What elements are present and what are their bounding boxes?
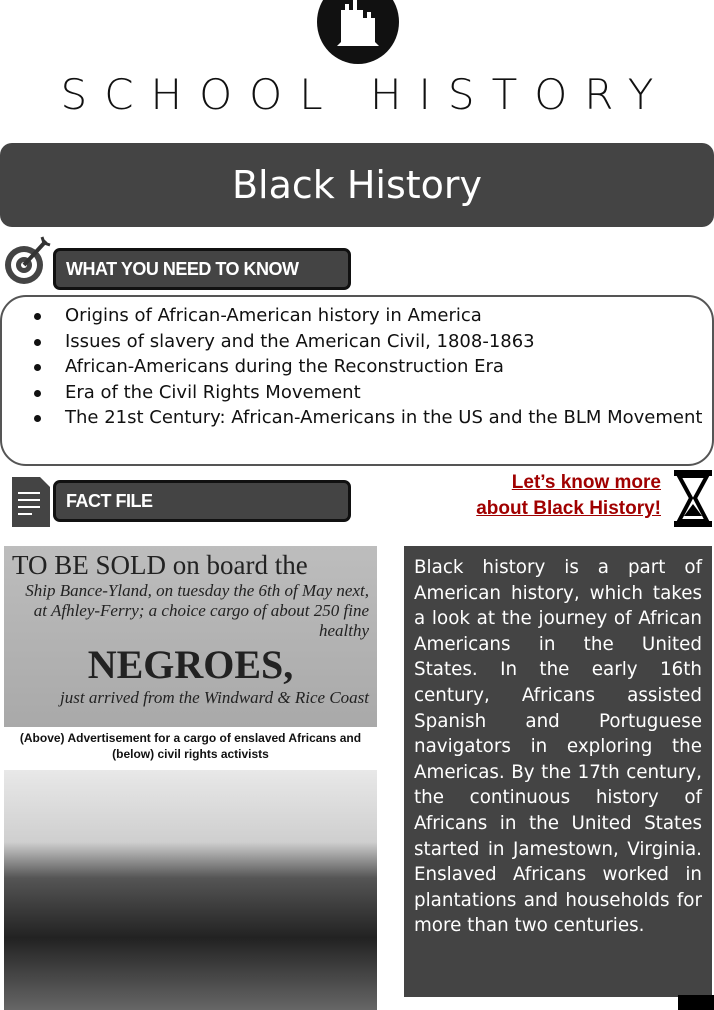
document-icon [12,475,50,533]
target-icon [2,235,52,294]
link-line-1[interactable]: Let’s know more [511,472,661,493]
list-item: Origins of African-American history in America [32,303,712,329]
section-heading-fact-file: FACT FILE [53,480,351,522]
hourglass-icon [672,470,714,532]
image-caption: (Above) Advertisement for a cargo of enslaved Africans and (below) civil rights activists [19,731,362,761]
link-line-2[interactable]: about Black History! [476,498,661,519]
civil-rights-activists-photo [4,770,377,1010]
ad-text: TO BE SOLD on board the [12,550,308,580]
list-item: African-Americans during the Reconstruction Era [32,354,712,380]
list-item: The 21st Century: African-Americans in the US and the BLM Movement [32,405,712,431]
castle-logo-icon [317,0,399,64]
page-title: Black History [0,143,714,227]
list-item: Era of the Civil Rights Movement [32,380,712,406]
section-heading-what-you-need-to-know: WHAT YOU NEED TO KNOW [53,248,351,290]
ad-text: Ship Bance-Yland, on tuesday the 6th of May next, at Afhley-Ferry; a choice cargo of about 250 fine healthy [25,581,369,640]
ad-text: just arrived from the Windward & Rice Coast [60,688,369,707]
ad-text: NEGROES, [87,642,294,687]
learn-more-link[interactable] [476,470,661,522]
fact-file-text: Black history is a part of American history, which takes a look at the journey of African Americans in the United States. In the early 16th century, Africans assisted Spanish and Portuguese navigators in exploring the Americas. By the 17th century, the continuous history of Africans in the United States started in Jamestown, Virginia. Enslaved Africans worked in plantations and households for more than two centuries. [404,546,712,997]
site-title: SCHOOL HISTORY [60,70,671,119]
slave-sale-advertisement-image [4,546,377,727]
page-corner-mark [678,995,714,1010]
key-points-list [0,295,714,466]
list-item: Issues of slavery and the American Civil, 1808-1863 [32,329,712,355]
